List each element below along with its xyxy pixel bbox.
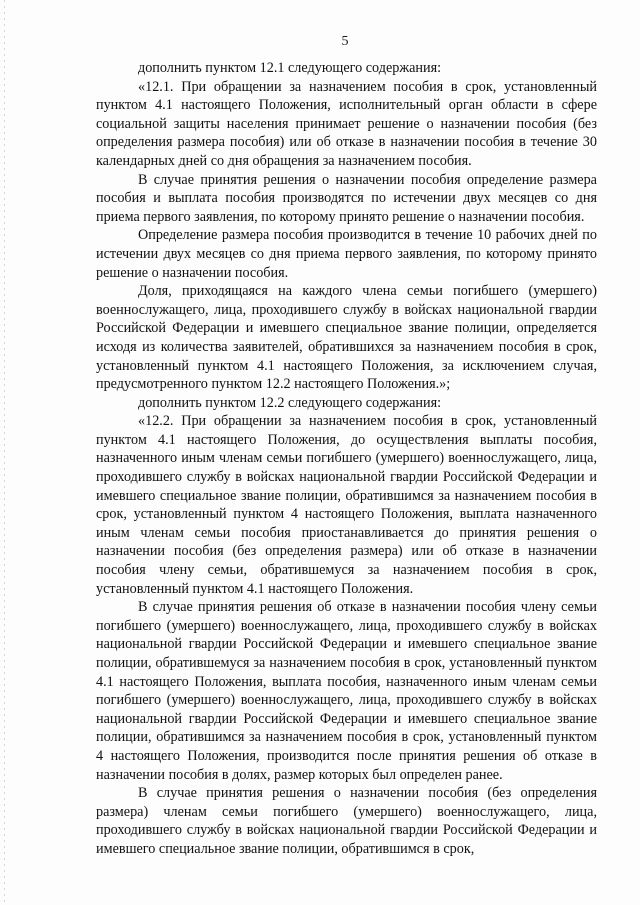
paragraph: В случае принятия решения о назначении пособия (без определения размера) членам семьи погибшего (умершего) военнослужащего, лица, проходившего службу в войсках национальной гвардии Российской Федерации и имевшего специальное звание полиции, обратившимся в срок,: [96, 785, 597, 857]
paragraph: «12.2. При обращении за назначением пособия в срок, установленный пунктом 4.1 настоящего Положения, до осуществления выплаты пособия, назначенного иным членам семьи погибшего (умершего) военнослужащего, лица, проходившего службу в войсках национальной гвардии Российской Федерации и имевшего специальное звание полиции, обратившимся за назначением пособия в срок, установленный пунктом 4 настоящего Положения, выплата назначенного иным членам семьи пособия приостанавливается до принятия решения о назначении пособия (без определения размера) или об отказе в назначении пособия члену семьи, обратившемуся за назначением пособия в срок, установленный пунктом 4.1 настоящего Положения.: [96, 413, 597, 597]
paragraph: «12.1. При обращении за назначением пособия в срок, установленный пунктом 4.1 настоящего Положения, исполнительный орган области в сфере социальной защиты населения принимает решение о назначении пособия (без определения размера пособия) или об отказе в назначении пособия в течение 30 календарных дней со дня обращения за назначением пособия.: [96, 78, 597, 169]
paragraph: дополнить пунктом 12.2 следующего содержания:: [138, 394, 442, 411]
document-body: [96, 59, 597, 859]
paragraph: Доля, приходящаяся на каждого члена семьи погибшего (умершего) военнослужащего, лица, проходившего службу в войсках национальной гвардии Российской Федерации и имевшего специальное звание полиции, определяется исходя из количества заявителей, обратившихся за назначением пособия в срок, установленный пунктом 4.1 настоящего Положения, за исключением случая, предусмотренного пунктом 12.2 настоящего Положения.»;: [96, 283, 597, 393]
paragraph: Определение размера пособия производится в течение 10 рабочих дней по истечении двух месяцев со дня приема первого заявления, по которому принято решение о назначении пособия.: [96, 227, 597, 281]
paragraph: В случае принятия решения об отказе в назначении пособия члену семьи погибшего (умершего) военнослужащего, лица, проходившего службу в войсках национальной гвардии Российской Федерации и имевшего специальное звание полиции, обратившемуся за назначением пособия в срок, установленный пунктом 4.1 настоящего Положения, выплата пособия, назначенного иным членам семьи погибшего (умершего) военнослужащего, лица, проходившего службу в войсках национальной гвардии Российской Федерации и имевшего специальное звание полиции, обратившимся за назначением пособия в срок, установленный пунктом 4 настоящего Положения, производится после принятия решения об отказе в назначении пособия в долях, размер которых был определен ранее.: [96, 599, 597, 783]
paragraph: В случае принятия решения о назначении пособия определение размера пособия и выплата пособия производятся по истечении двух месяцев со дня приема первого заявления, по которому принято решение о назначении пособия.: [96, 171, 597, 225]
page-number: 5: [341, 34, 349, 49]
paragraph: дополнить пунктом 12.1 следующего содержания:: [138, 60, 442, 76]
scan-margin-line: [4, 0, 5, 905]
